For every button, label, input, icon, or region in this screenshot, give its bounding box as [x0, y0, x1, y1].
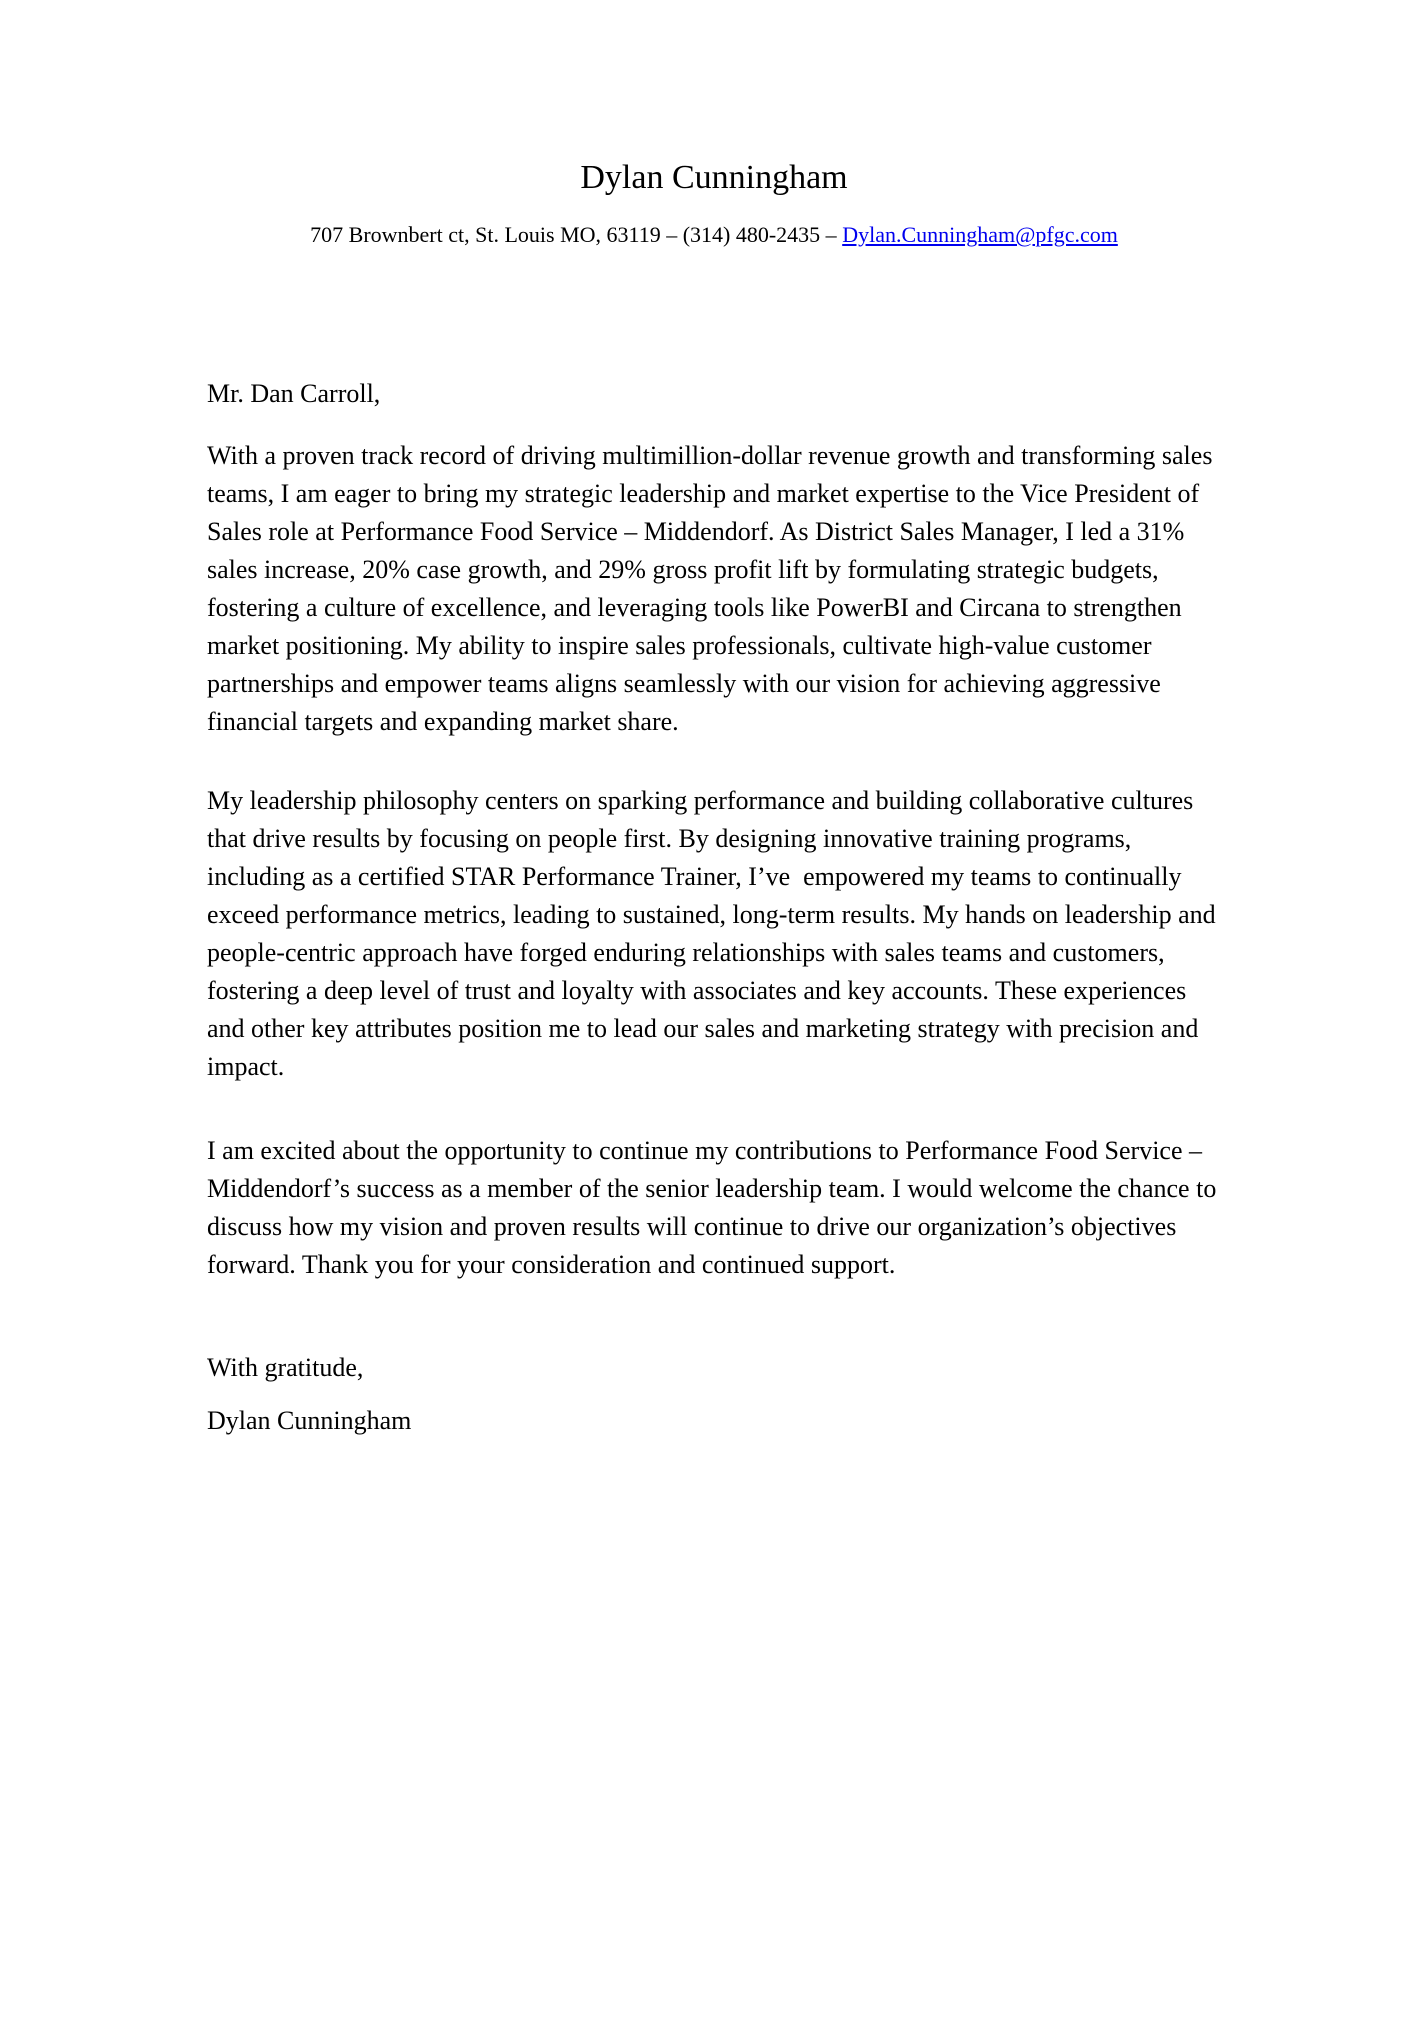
contact-line — [207, 222, 1221, 248]
body-paragraph-2: My leadership philosophy centers on sparking performance and building collaborative cultures that drive results by focusing on people first. By designing innovative training programs, including as a certified STAR Performance Trainer, I’ve empowered my teams to continually exceed performance metrics, leading to sustained, long-term results. My hands on leadership and people-centric approach have forged enduring relationships with sales teams and customers, fostering a deep level of trust and loyalty with associates and key accounts. These experiences and other key attributes position me to lead our sales and marketing strategy with precision and impact. — [207, 786, 1223, 1081]
contact-info-text: 707 Brownbert ct, St. Louis MO, 63119 – (314) 480-2435 – — [310, 222, 843, 247]
body-paragraph-3: I am excited about the opportunity to continue my contributions to Performance Food Service – Middendorf’s success as a member of the senior leadership team. I would welcome the chance to discuss how my vision and proven results will continue to drive our organization’s objectives forward. Thank you for your consideration and continued support. — [207, 1136, 1223, 1279]
email-link[interactable]: Dylan.Cunningham@pfgc.com — [842, 222, 1118, 247]
signature-name: Dylan Cunningham — [207, 1406, 412, 1435]
letter-body — [207, 375, 1221, 1440]
body-paragraph-1: With a proven track record of driving multimillion-dollar revenue growth and transforming sales teams, I am eager to bring my strategic leadership and market expertise to the Vice President of Sales role at Performance Food Service – Middendorf. As District Sales Manager, I led a 31% sales increase, 20% case growth, and 29% gross profit lift by formulating strategic budgets, fostering a culture of excellence, and leveraging tools like PowerBI and Circana to strengthen market positioning. My ability to inspire sales professionals, cultivate high-value customer partnerships and empower teams aligns seamlessly with our vision for achieving aggressive financial targets and expanding market share. — [207, 441, 1219, 736]
applicant-name-title: Dylan Cunningham — [580, 159, 848, 196]
closing-valediction: With gratitude, — [207, 1353, 364, 1382]
greeting: Mr. Dan Carroll, — [207, 379, 381, 408]
